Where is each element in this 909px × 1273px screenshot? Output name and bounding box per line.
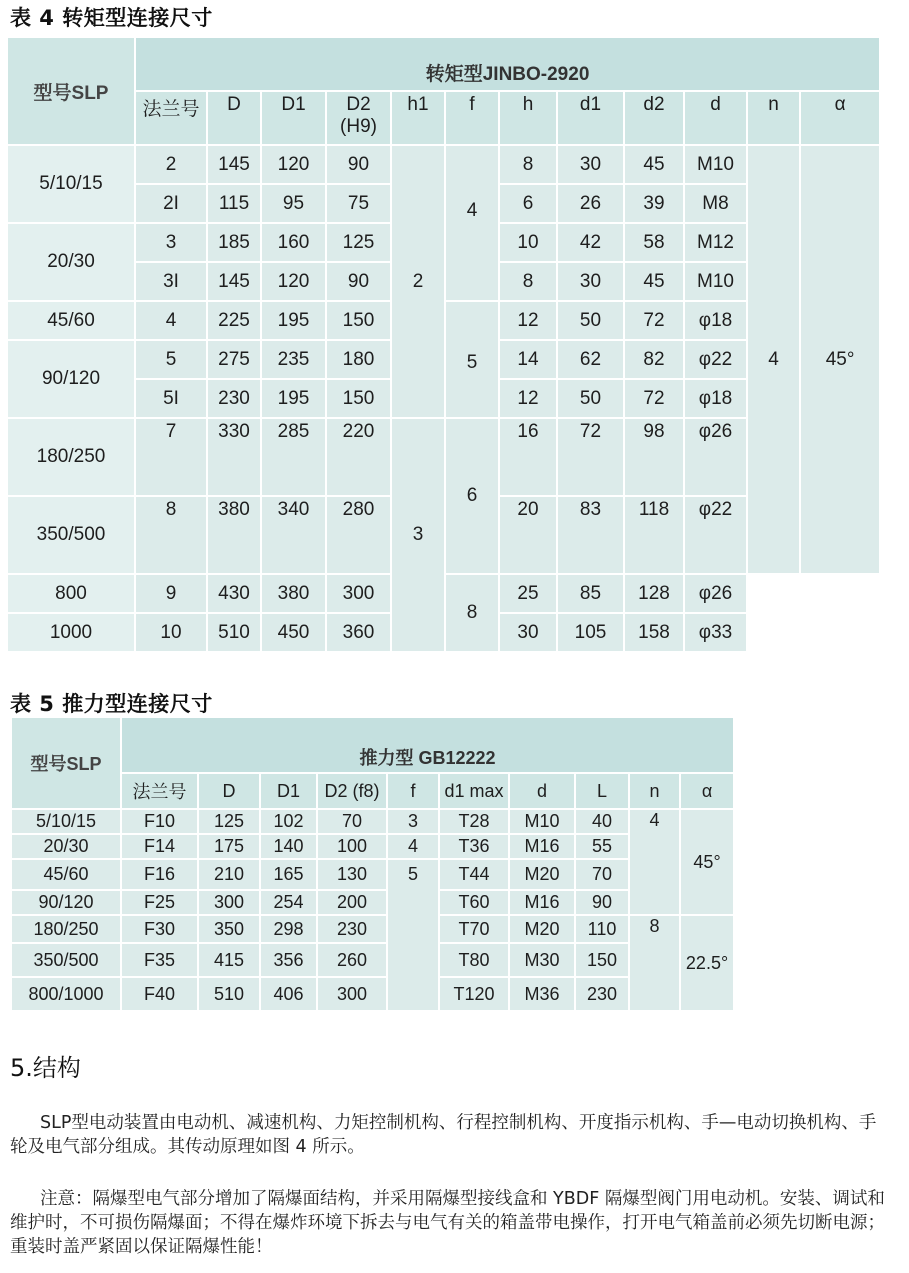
D2-cell: 300 bbox=[326, 574, 391, 613]
d1max-cell: T44 bbox=[439, 859, 509, 890]
col-header-D2: D2 (f8) bbox=[317, 773, 387, 809]
d1max-cell: T80 bbox=[439, 943, 509, 977]
model-cell: 45/60 bbox=[7, 301, 135, 340]
D-cell: 115 bbox=[207, 184, 261, 223]
d1-cell: 42 bbox=[557, 223, 624, 262]
D1-cell: 406 bbox=[260, 977, 317, 1011]
table-row bbox=[11, 859, 734, 890]
L-cell: 55 bbox=[575, 834, 629, 859]
table-row bbox=[11, 809, 734, 834]
D-cell: 330 bbox=[207, 418, 261, 496]
n-cell: 4 bbox=[747, 145, 800, 574]
d-cell: φ26 bbox=[684, 574, 747, 613]
d2-cell: 58 bbox=[624, 223, 684, 262]
D2-cell: 230 bbox=[317, 915, 387, 943]
n-cell: 4 bbox=[629, 809, 680, 915]
L-cell: 150 bbox=[575, 943, 629, 977]
D-cell: 145 bbox=[207, 262, 261, 301]
d-cell: φ18 bbox=[684, 301, 747, 340]
L-cell: 230 bbox=[575, 977, 629, 1011]
model-header: 型号SLP bbox=[11, 717, 121, 809]
alpha-cell: 45° bbox=[680, 809, 734, 915]
table5-title: 表 5 推力型连接尺寸 bbox=[10, 692, 213, 716]
flange-cell: 3I bbox=[135, 262, 207, 301]
warning-paragraph: 注意：隔爆型电气部分增加了隔爆面结构，并采用隔爆型接线盒和 YBDF 隔爆型阀门用电动机。安装、调试和维护时，不可损伤隔爆面；不得在爆炸环境下拆去与电气有关的箱盖带电操作，打开电气箱盖前必须先切断电源；重装时盖严紧固以保证隔爆性能！ bbox=[10, 1189, 885, 1257]
col-header-d1: d1 bbox=[557, 91, 624, 145]
flange-cell: F10 bbox=[121, 809, 198, 834]
table-row bbox=[11, 915, 734, 943]
f-cell: 4 bbox=[445, 145, 499, 301]
table-row bbox=[11, 890, 734, 915]
D1-cell: 340 bbox=[261, 496, 326, 574]
d-cell: M20 bbox=[509, 915, 575, 943]
model-cell: 5/10/15 bbox=[7, 145, 135, 223]
D-cell: 350 bbox=[198, 915, 260, 943]
flange-cell: F16 bbox=[121, 859, 198, 890]
D1-cell: 285 bbox=[261, 418, 326, 496]
flange-cell: 2I bbox=[135, 184, 207, 223]
d-cell: φ22 bbox=[684, 496, 747, 574]
flange-cell: 9 bbox=[135, 574, 207, 613]
flange-cell: F35 bbox=[121, 943, 198, 977]
D-cell: 415 bbox=[198, 943, 260, 977]
h-cell: 12 bbox=[499, 379, 557, 418]
h-cell: 25 bbox=[499, 574, 557, 613]
d-cell: φ33 bbox=[684, 613, 747, 652]
d-cell: M12 bbox=[684, 223, 747, 262]
D2-cell: 300 bbox=[317, 977, 387, 1011]
f-cell: 3 bbox=[387, 809, 439, 834]
table4-title: 表 4 转矩型连接尺寸 bbox=[10, 6, 213, 30]
model-cell: 350/500 bbox=[11, 943, 121, 977]
flange-cell: 3 bbox=[135, 223, 207, 262]
d2-cell: 158 bbox=[624, 613, 684, 652]
D2-cell: 150 bbox=[326, 379, 391, 418]
d1max-cell: T120 bbox=[439, 977, 509, 1011]
alpha-cell: 45° bbox=[800, 145, 880, 574]
D-cell: 510 bbox=[198, 977, 260, 1011]
h-cell: 6 bbox=[499, 184, 557, 223]
d1max-cell: T60 bbox=[439, 890, 509, 915]
d1-cell: 72 bbox=[557, 418, 624, 496]
d1-cell: 62 bbox=[557, 340, 624, 379]
L-cell: 40 bbox=[575, 809, 629, 834]
col-header-d: d bbox=[684, 91, 747, 145]
col-header-h1: h1 bbox=[391, 91, 445, 145]
d2-cell: 39 bbox=[624, 184, 684, 223]
d2-cell: 45 bbox=[624, 262, 684, 301]
D1-cell: 165 bbox=[260, 859, 317, 890]
d-cell: φ22 bbox=[684, 340, 747, 379]
col-header-alpha: α bbox=[680, 773, 734, 809]
D1-cell: 195 bbox=[261, 379, 326, 418]
torque-connection-table bbox=[6, 36, 881, 653]
d-cell: M10 bbox=[509, 809, 575, 834]
D-cell: 300 bbox=[198, 890, 260, 915]
D2-cell: 90 bbox=[326, 145, 391, 184]
D2-cell: 75 bbox=[326, 184, 391, 223]
D2-cell: 260 bbox=[317, 943, 387, 977]
D1-cell: 120 bbox=[261, 145, 326, 184]
D2-cell: 180 bbox=[326, 340, 391, 379]
model-cell: 1000 bbox=[7, 613, 135, 652]
d2-cell: 45 bbox=[624, 145, 684, 184]
model-cell: 800 bbox=[7, 574, 135, 613]
col-header-D1: D1 bbox=[260, 773, 317, 809]
d2-cell: 72 bbox=[624, 301, 684, 340]
col-header-D2: D2 (H9) bbox=[326, 91, 391, 145]
d1-cell: 30 bbox=[557, 145, 624, 184]
model-cell: 350/500 bbox=[7, 496, 135, 574]
D2-cell: 130 bbox=[317, 859, 387, 890]
h-cell: 20 bbox=[499, 496, 557, 574]
table5-banner: 推力型 GB12222 bbox=[121, 717, 734, 773]
model-cell: 20/30 bbox=[11, 834, 121, 859]
d-cell: M16 bbox=[509, 890, 575, 915]
flange-cell: 4 bbox=[135, 301, 207, 340]
table4-banner: 转矩型JINBO-2920 bbox=[135, 37, 880, 91]
col-header-D1: D1 bbox=[261, 91, 326, 145]
d-cell: M36 bbox=[509, 977, 575, 1011]
alpha-cell: 22.5° bbox=[680, 915, 734, 1011]
D-cell: 210 bbox=[198, 859, 260, 890]
L-cell: 90 bbox=[575, 890, 629, 915]
col-header-d2: d2 bbox=[624, 91, 684, 145]
D2-cell: 220 bbox=[326, 418, 391, 496]
h-cell: 8 bbox=[499, 262, 557, 301]
section-heading: 5.结构 bbox=[10, 1054, 81, 1082]
col-header-f: f bbox=[387, 773, 439, 809]
thrust-connection-table bbox=[10, 716, 735, 1012]
model-cell: 180/250 bbox=[11, 915, 121, 943]
h1-cell: 3 bbox=[391, 418, 445, 652]
f-cell: 5 bbox=[387, 859, 439, 1011]
h-cell: 14 bbox=[499, 340, 557, 379]
d1-cell: 83 bbox=[557, 496, 624, 574]
d-cell: φ26 bbox=[684, 418, 747, 496]
D2-cell: 280 bbox=[326, 496, 391, 574]
D2-cell: 70 bbox=[317, 809, 387, 834]
D1-cell: 95 bbox=[261, 184, 326, 223]
D-cell: 185 bbox=[207, 223, 261, 262]
D-cell: 275 bbox=[207, 340, 261, 379]
col-header-D: D bbox=[207, 91, 261, 145]
D1-cell: 450 bbox=[261, 613, 326, 652]
model-cell: 90/120 bbox=[7, 340, 135, 418]
D2-cell: 125 bbox=[326, 223, 391, 262]
col-header-h: h bbox=[499, 91, 557, 145]
flange-cell: F25 bbox=[121, 890, 198, 915]
d1-cell: 105 bbox=[557, 613, 624, 652]
flange-cell: F14 bbox=[121, 834, 198, 859]
d1max-cell: T28 bbox=[439, 809, 509, 834]
col-header-n: n bbox=[747, 91, 800, 145]
d1-cell: 85 bbox=[557, 574, 624, 613]
d1max-cell: T70 bbox=[439, 915, 509, 943]
f-cell: 8 bbox=[445, 574, 499, 652]
L-cell: 110 bbox=[575, 915, 629, 943]
col-header-d: d bbox=[509, 773, 575, 809]
flange-cell: 2 bbox=[135, 145, 207, 184]
D2-cell: 150 bbox=[326, 301, 391, 340]
D-cell: 225 bbox=[207, 301, 261, 340]
flange-cell: 10 bbox=[135, 613, 207, 652]
D2-cell: 100 bbox=[317, 834, 387, 859]
D1-cell: 120 bbox=[261, 262, 326, 301]
flange-cell: 5 bbox=[135, 340, 207, 379]
D1-cell: 380 bbox=[261, 574, 326, 613]
f-cell: 4 bbox=[387, 834, 439, 859]
d1-cell: 30 bbox=[557, 262, 624, 301]
d2-cell: 82 bbox=[624, 340, 684, 379]
model-cell: 20/30 bbox=[7, 223, 135, 301]
d-cell: φ18 bbox=[684, 379, 747, 418]
d2-cell: 72 bbox=[624, 379, 684, 418]
D1-cell: 160 bbox=[261, 223, 326, 262]
col-header-L: L bbox=[575, 773, 629, 809]
f-cell: 6 bbox=[445, 418, 499, 574]
D1-cell: 235 bbox=[261, 340, 326, 379]
col-header-flange: 法兰号 bbox=[121, 773, 198, 809]
D1-cell: 102 bbox=[260, 809, 317, 834]
f-cell: 5 bbox=[445, 301, 499, 418]
col-header-n: n bbox=[629, 773, 680, 809]
model-cell: 800/1000 bbox=[11, 977, 121, 1011]
col-header-d1max: d1 max bbox=[439, 773, 509, 809]
d1-cell: 50 bbox=[557, 301, 624, 340]
D-cell: 510 bbox=[207, 613, 261, 652]
flange-cell: F30 bbox=[121, 915, 198, 943]
d-cell: M10 bbox=[684, 262, 747, 301]
flange-cell: 7 bbox=[135, 418, 207, 496]
model-header: 型号SLP bbox=[7, 37, 135, 145]
d1-cell: 26 bbox=[557, 184, 624, 223]
d-cell: M10 bbox=[684, 145, 747, 184]
D-cell: 145 bbox=[207, 145, 261, 184]
table-row bbox=[11, 834, 734, 859]
D-cell: 125 bbox=[198, 809, 260, 834]
d1-cell: 50 bbox=[557, 379, 624, 418]
col-header-D: D bbox=[198, 773, 260, 809]
h-cell: 30 bbox=[499, 613, 557, 652]
structure-paragraph: SLP型电动装置由电动机、减速机构、力矩控制机构、行程控制机构、开度指示机构、手—电动切换机构、手轮及电气部分组成。其传动原理如图 4 所示。 bbox=[10, 1113, 877, 1157]
d-cell: M30 bbox=[509, 943, 575, 977]
D-cell: 230 bbox=[207, 379, 261, 418]
n-cell: 8 bbox=[629, 915, 680, 1011]
col-header-alpha: α bbox=[800, 91, 880, 145]
model-cell: 5/10/15 bbox=[11, 809, 121, 834]
h-cell: 16 bbox=[499, 418, 557, 496]
flange-cell: 8 bbox=[135, 496, 207, 574]
h1-cell: 2 bbox=[391, 145, 445, 418]
h-cell: 10 bbox=[499, 223, 557, 262]
d1max-cell: T36 bbox=[439, 834, 509, 859]
flange-cell: F40 bbox=[121, 977, 198, 1011]
d2-cell: 128 bbox=[624, 574, 684, 613]
D-cell: 430 bbox=[207, 574, 261, 613]
table-row bbox=[7, 145, 880, 184]
D1-cell: 195 bbox=[261, 301, 326, 340]
D-cell: 175 bbox=[198, 834, 260, 859]
col-header-flange: 法兰号 bbox=[135, 91, 207, 145]
table-row bbox=[11, 943, 734, 977]
flange-cell: 5I bbox=[135, 379, 207, 418]
D2-cell: 360 bbox=[326, 613, 391, 652]
model-cell: 45/60 bbox=[11, 859, 121, 890]
d2-cell: 98 bbox=[624, 418, 684, 496]
d-cell: M8 bbox=[684, 184, 747, 223]
D1-cell: 298 bbox=[260, 915, 317, 943]
L-cell: 70 bbox=[575, 859, 629, 890]
D2-cell: 90 bbox=[326, 262, 391, 301]
model-cell: 180/250 bbox=[7, 418, 135, 496]
D1-cell: 254 bbox=[260, 890, 317, 915]
col-header-f: f bbox=[445, 91, 499, 145]
D-cell: 380 bbox=[207, 496, 261, 574]
D1-cell: 140 bbox=[260, 834, 317, 859]
d2-cell: 118 bbox=[624, 496, 684, 574]
D1-cell: 356 bbox=[260, 943, 317, 977]
D2-cell: 200 bbox=[317, 890, 387, 915]
table-row bbox=[11, 977, 734, 1011]
d-cell: M16 bbox=[509, 834, 575, 859]
model-cell: 90/120 bbox=[11, 890, 121, 915]
h-cell: 8 bbox=[499, 145, 557, 184]
d-cell: M20 bbox=[509, 859, 575, 890]
h-cell: 12 bbox=[499, 301, 557, 340]
